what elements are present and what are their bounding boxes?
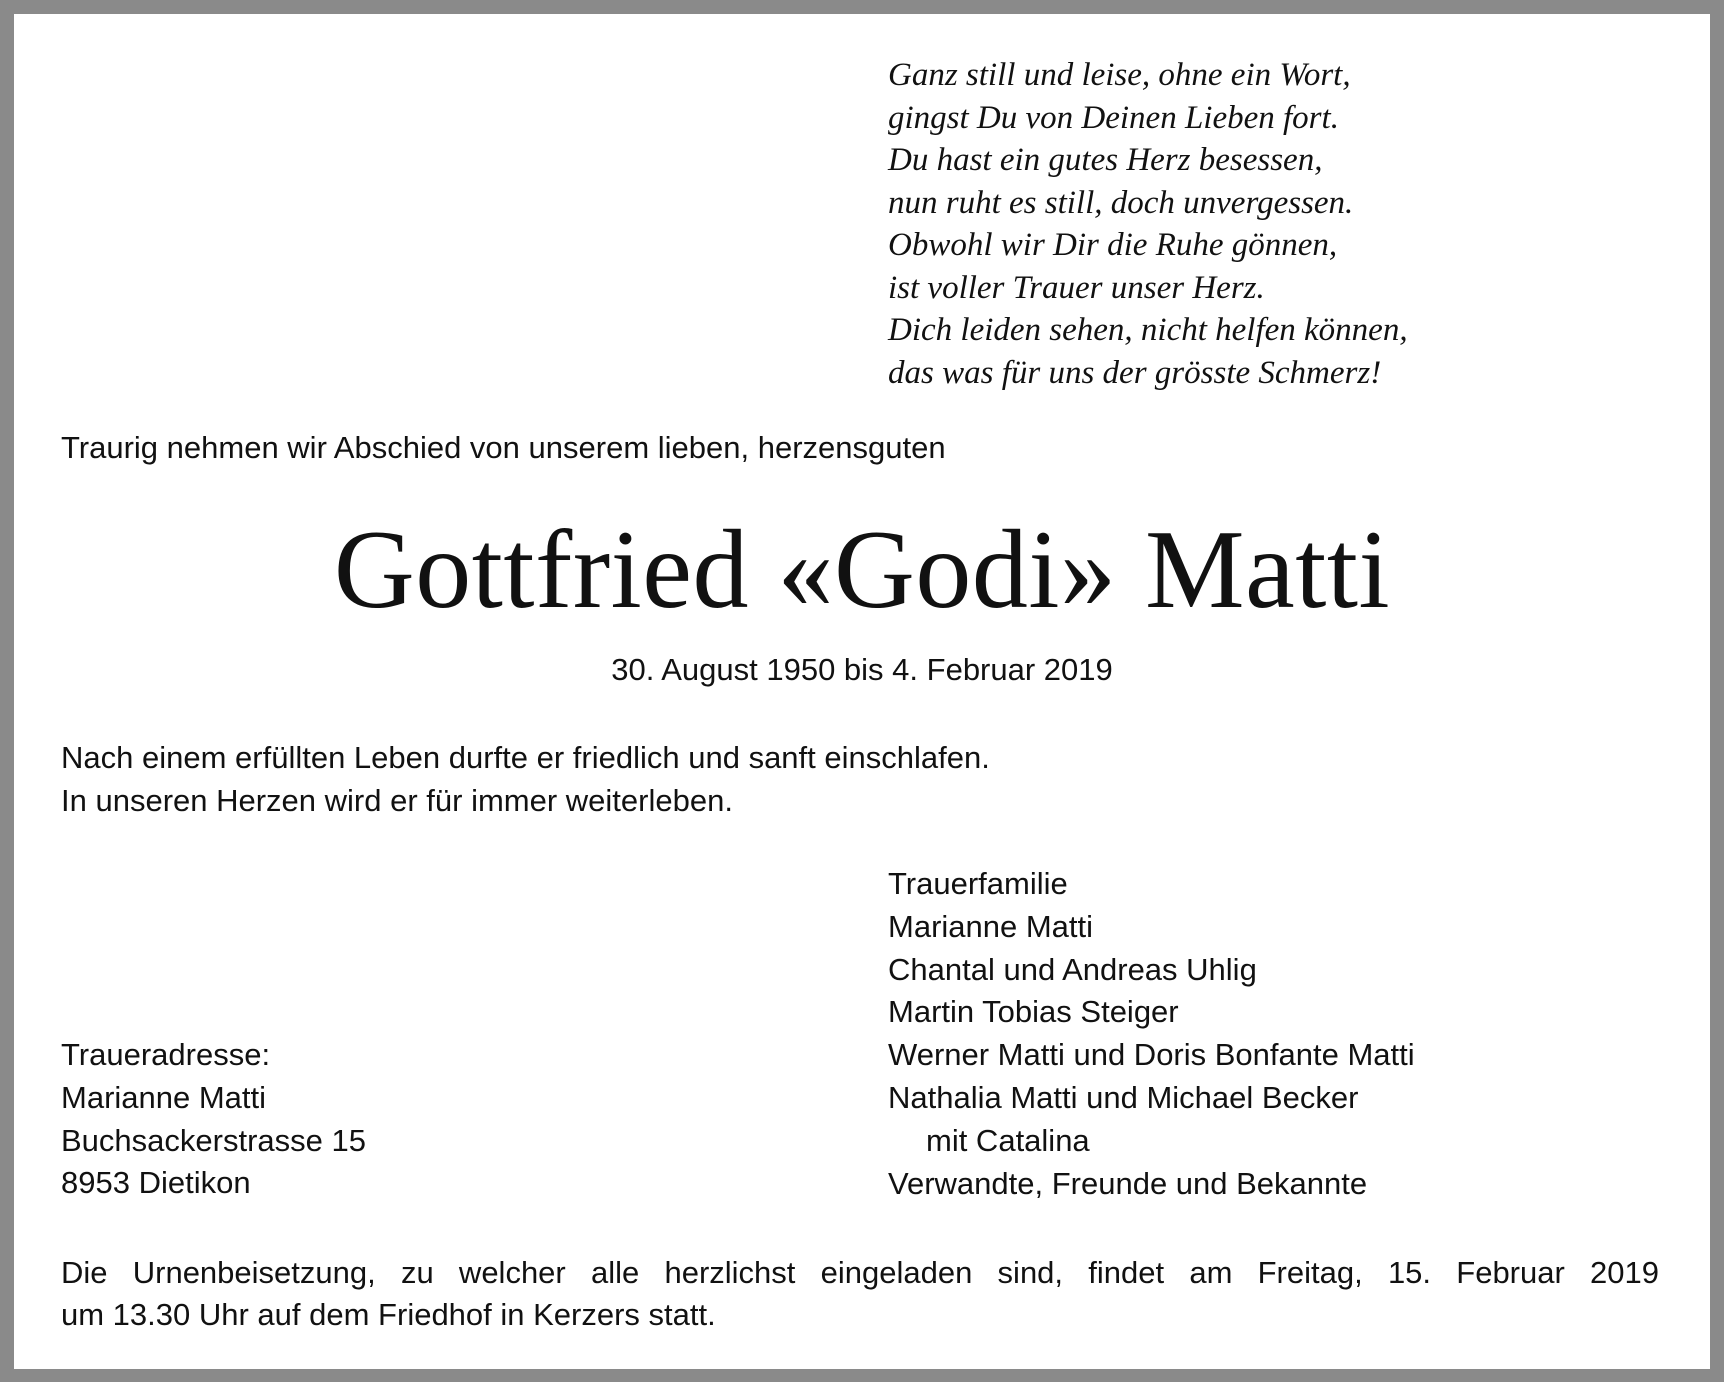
burial-announcement-line: Die Urnenbeisetzung, zu welcher alle herzlichst eingeladen sind, findet am Freitag, 15. Februar 2019 xyxy=(61,1255,1659,1290)
poem-line: gingst Du von Deinen Lieben fort. xyxy=(888,99,1339,136)
life-statement-line: Nach einem erfüllten Leben durfte er friedlich und sanft einschlafen. xyxy=(61,740,990,775)
burial-announcement xyxy=(61,1252,1659,1336)
life-statement-line: In unseren Herzen wird er für immer weiterleben. xyxy=(61,783,733,818)
family-member: Martin Tobias Steiger xyxy=(888,994,1179,1030)
burial-announcement-line: um 13.30 Uhr auf dem Friedhof in Kerzers statt. xyxy=(61,1297,716,1332)
poem-line: das was für uns der grösste Schmerz! xyxy=(888,354,1382,391)
family-member: mit Catalina xyxy=(926,1122,1090,1158)
life-dates: 30. August 1950 bis 4. Februar 2019 xyxy=(611,652,1113,687)
family-member: Verwandte, Freunde und Bekannte xyxy=(888,1165,1368,1201)
poem-line: Du hast ein gutes Herz besessen, xyxy=(888,142,1323,178)
poem-line: Dich leiden sehen, nicht helfen können, xyxy=(888,312,1408,348)
poem-line: ist voller Trauer unser Herz. xyxy=(888,269,1265,306)
family-member: Marianne Matti xyxy=(888,908,1094,944)
family-member: Werner Matti und Doris Bonfante Matti xyxy=(888,1037,1415,1073)
life-statement xyxy=(61,736,990,822)
family-heading: Trauerfamilie xyxy=(888,866,1068,901)
poem-line: nun ruht es still, doch unvergessen. xyxy=(888,184,1354,221)
family-member: Nathalia Matti und Michael Becker xyxy=(888,1079,1359,1115)
intro-text: Traurig nehmen wir Abschied von unserem lieben, herzensguten xyxy=(61,430,946,465)
deceased-name: Gottfried «Godi» Matti xyxy=(333,508,1391,632)
family-member: Chantal und Andreas Uhlig xyxy=(888,951,1257,987)
obituary-notice xyxy=(14,14,1710,1369)
address-street: Buchsackerstrasse 15 xyxy=(61,1122,366,1158)
memorial-poem xyxy=(888,54,1408,394)
address-name: Marianne Matti xyxy=(61,1079,267,1115)
mourning-family xyxy=(888,863,1415,1205)
mourning-address xyxy=(61,1034,366,1205)
poem-line: Obwohl wir Dir die Ruhe gönnen, xyxy=(888,227,1338,263)
address-city: 8953 Dietikon xyxy=(61,1165,251,1201)
poem-line: Ganz still und leise, ohne ein Wort, xyxy=(888,57,1351,93)
address-heading: Traueradresse: xyxy=(61,1037,271,1072)
